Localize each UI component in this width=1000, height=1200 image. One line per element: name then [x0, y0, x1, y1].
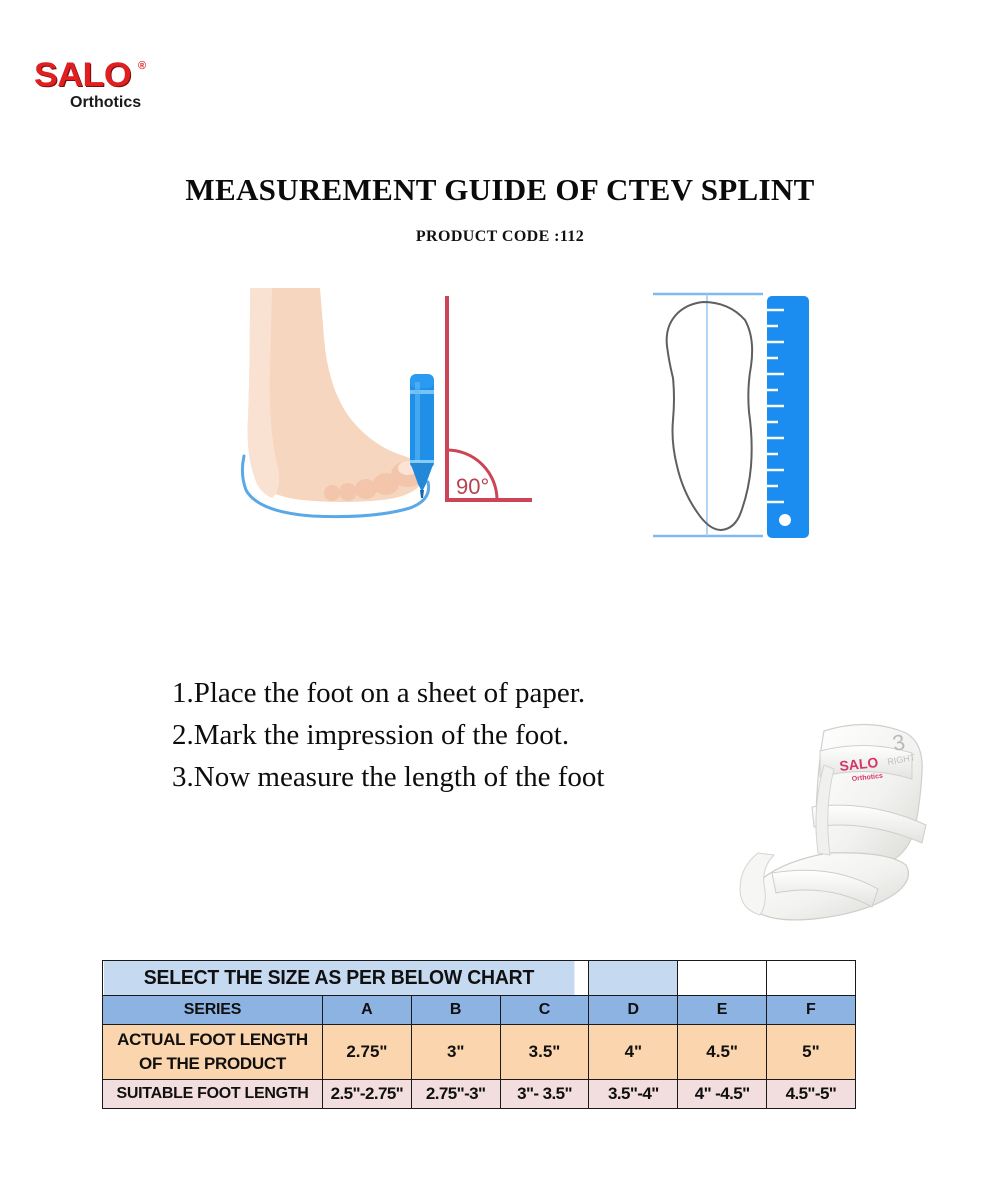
suitable-cell-c: 3"- 3.5" [500, 1080, 589, 1109]
title-row-blank-d [589, 961, 678, 996]
brand-logo [34, 58, 174, 114]
page-title: MEASUREMENT GUIDE OF CTEV SPLINT [185, 172, 815, 207]
series-cell-d: D [589, 996, 678, 1025]
actual-length-row-label [103, 1025, 323, 1080]
suitable-cell-a: 2.5"-2.75" [323, 1080, 412, 1109]
ruler-hole [779, 514, 791, 526]
instruction-step-3: 3.Now measure the length of the foot [172, 761, 605, 793]
registered-trademark-icon: ® [138, 60, 147, 72]
illustration-row [0, 270, 1000, 560]
brand-subtitle: Orthotics [70, 94, 142, 111]
right-angle-indicator [447, 296, 532, 500]
brand-name: SALO [34, 56, 132, 94]
product-brand-mark: SALO [838, 754, 879, 774]
ruler-icon [767, 296, 809, 538]
series-cell-c: C [500, 996, 589, 1025]
table-row-title [103, 961, 856, 996]
title-row-blank-e [678, 961, 767, 996]
suitable-cell-e: 4" -4.5" [678, 1080, 767, 1109]
suitable-cell-f: 4.5"-5" [767, 1080, 856, 1109]
series-row-label: SERIES [103, 996, 323, 1025]
table-row-actual-foot-length [103, 1025, 856, 1080]
actual-label-line-1: ACTUAL FOOT LENGTH [117, 1030, 308, 1049]
actual-cell-f: 5" [767, 1025, 856, 1080]
actual-cell-c: 3.5" [500, 1025, 589, 1080]
series-cell-e: E [678, 996, 767, 1025]
foot-outline-with-ruler-illustration [645, 280, 820, 545]
product-size-mark: 3 [890, 729, 907, 756]
actual-cell-a: 2.75" [323, 1025, 412, 1080]
suitable-length-row-label: SUITABLE FOOT LENGTH [103, 1080, 323, 1109]
size-chart-title: SELECT THE SIZE AS PER BELOW CHART [103, 961, 575, 996]
foot-with-pen-illustration [232, 278, 544, 528]
ctev-splint-product-photo [728, 703, 960, 933]
table-row-suitable-foot-length [103, 1080, 856, 1109]
title-row-blank-f [767, 961, 856, 996]
table-row-series [103, 996, 856, 1025]
actual-cell-b: 3" [411, 1025, 500, 1080]
angle-label: 90° [456, 474, 490, 499]
actual-cell-d: 4" [589, 1025, 678, 1080]
suitable-cell-d: 3.5"-4" [589, 1080, 678, 1109]
instruction-step-2: 2.Mark the impression of the foot. [172, 719, 570, 751]
series-cell-b: B [411, 996, 500, 1025]
product-code-label: PRODUCT CODE :112 [415, 228, 585, 245]
actual-label-line-2: OF THE PRODUCT [139, 1054, 286, 1073]
actual-cell-e: 4.5" [678, 1025, 767, 1080]
series-cell-f: F [767, 996, 856, 1025]
instructions-list [172, 672, 812, 798]
series-cell-a: A [323, 996, 412, 1025]
product-brand-sub: Orthotics [851, 772, 884, 783]
measurement-lines [653, 294, 763, 536]
foot-shape [248, 288, 425, 502]
size-chart-table [102, 960, 856, 1109]
foot-outline-path [667, 302, 752, 530]
suitable-cell-b: 2.75"-3" [411, 1080, 500, 1109]
instruction-step-1: 1.Place the foot on a sheet of paper. [172, 677, 586, 709]
product-side-mark: RIGHT [886, 752, 916, 767]
